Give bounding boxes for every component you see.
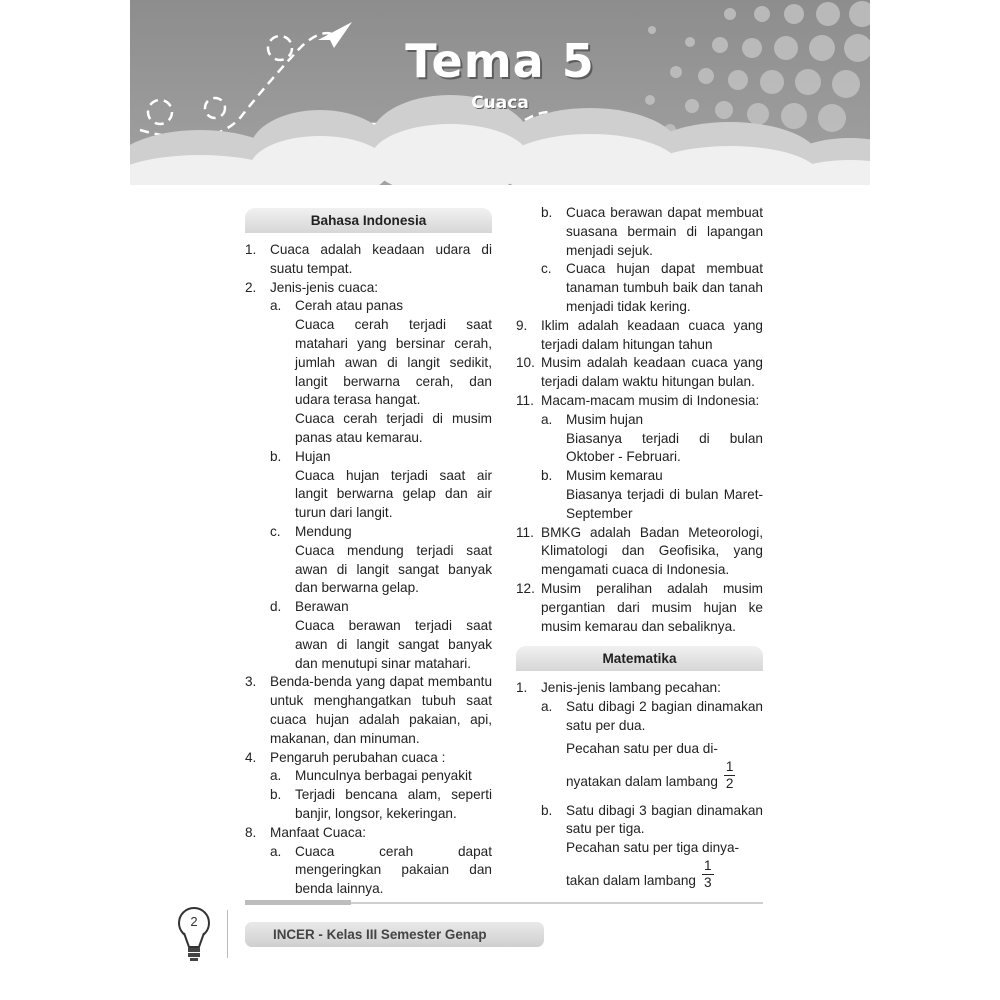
sub-item [245, 786, 492, 824]
section-header-bahasa-indonesia: Bahasa Indonesia [245, 208, 492, 233]
sub-title: Mendung [295, 523, 352, 539]
sub-letter: b. [270, 787, 282, 803]
chapter-banner [130, 0, 870, 185]
item-text: Cuaca adalah keadaan udara di suatu tempat. [270, 242, 492, 276]
item-number: 8. [245, 824, 257, 840]
sub-letter: a. [541, 411, 553, 427]
item-text: Manfaat Cuaca: [270, 824, 366, 840]
list-item [245, 673, 492, 748]
sub-letter: d. [270, 599, 282, 615]
chapter-title: Tema 5 [405, 34, 595, 88]
sub-letter: a. [541, 699, 553, 715]
item-number: 2. [245, 279, 257, 295]
item-number: 10. [516, 355, 535, 371]
item-number: 11. [516, 392, 534, 408]
list-item [516, 524, 763, 580]
sub-text: Cuaca berawan dapat membuat suasana bermain di lapangan menjadi sejuk. [566, 205, 763, 258]
sub-item [516, 698, 763, 736]
item-text: Iklim adalah keadaan cuaca yang terjadi dalam hitungan tahun [541, 317, 763, 352]
list-item [516, 392, 763, 411]
paragraph: takan dalam lambang [566, 873, 696, 889]
sub-title: Berawan [295, 599, 349, 615]
sub-item [516, 467, 763, 486]
fraction-denominator: 3 [703, 874, 712, 890]
sub-letter: b. [541, 468, 553, 484]
list-item [245, 279, 492, 298]
list-item [516, 679, 763, 698]
sub-letter: c. [541, 261, 552, 277]
sub-text: Satu dibagi 2 bagian dinamakan satu per dua. [566, 699, 763, 733]
sub-title: Musim kemarau [566, 468, 663, 484]
sub-item [516, 204, 763, 260]
list-item [245, 824, 492, 843]
fraction-denominator: 2 [725, 775, 734, 791]
list-item [516, 317, 763, 355]
item-number: 3. [245, 674, 257, 690]
sub-item [245, 767, 492, 786]
page-number: 2 [190, 914, 198, 929]
footer-divider-accent [245, 900, 351, 905]
paragraph: Biasanya terjadi di bulan Maret-September [566, 486, 763, 521]
sub-text: Terjadi bencana alam, seperti banjir, longsor, kekeringan. [295, 787, 492, 821]
item-number: 12. [516, 580, 535, 596]
left-column [245, 208, 492, 899]
item-text: Jenis-jenis cuaca: [270, 279, 379, 295]
item-number: 1. [516, 680, 528, 696]
sub-title: Cerah atau panas [295, 298, 404, 314]
fraction-half [724, 759, 736, 792]
paragraph: Cuaca hujan terjadi saat air langit berwarna gelap dan air turun dari langit. [295, 467, 492, 521]
paragraph: nyatakan dalam lambang [566, 773, 718, 789]
sub-title: Hujan [295, 448, 331, 464]
list-item [516, 580, 763, 636]
sub-title: Musim hujan [566, 411, 644, 427]
paragraph: Cuaca mendung terjadi saat awan di langit sangat banyak dan berwarna gelap. [295, 542, 492, 596]
item-text: Musim peralihan adalah musim pergantian dari musim hujan ke musim kemarau dan sebaliknya. [541, 580, 763, 634]
fraction-third [702, 858, 714, 891]
fraction-numerator: 1 [703, 857, 712, 873]
item-text: Macam-macam musim di Indonesia: [541, 392, 760, 408]
sub-letter: c. [270, 523, 281, 539]
sub-item [245, 523, 492, 542]
sub-text: Cuaca hujan dapat membuat tanaman tumbuh baik dan tanah menjadi tidak kering. [566, 261, 763, 314]
fraction-numerator: 1 [725, 758, 734, 774]
list-item [245, 241, 492, 279]
sub-letter: b. [541, 205, 553, 220]
book-title: INCER - Kelas III Semester Genap [245, 922, 544, 947]
footer-vertical-line [227, 910, 228, 958]
paragraph: Biasanya terjadi di bulan Oktober - Februari. [566, 430, 763, 465]
list-item [516, 354, 763, 392]
sub-letter: b. [541, 802, 553, 818]
paragraph: Pecahan satu per dua di- [566, 740, 718, 756]
sub-text: Cuaca cerah dapat mengeringkan pakaian dan benda lainnya. [295, 843, 492, 897]
chapter-subtitle: Cuaca [471, 93, 529, 113]
item-text: Pengaruh perubahan cuaca : [270, 749, 446, 765]
item-number: 1. [245, 242, 257, 257]
sub-letter: a. [270, 298, 282, 314]
item-text: BMKG adalah Badan Meteorologi, Klimatologi dan Geofisika, yang mengamati cuaca di Indonesia. [541, 524, 763, 578]
item-number: 11. [516, 524, 534, 540]
sub-item [516, 260, 763, 316]
item-text: Musim adalah keadaan cuaca yang terjadi dalam waktu hitungan bulan. [541, 355, 763, 390]
section-header-matematika: Matematika [516, 646, 763, 671]
item-text: Benda-benda yang dapat membantu untuk menghangatkan tubuh saat cuaca hujan adalah pakaian, api, makanan, dan minuman. [270, 674, 492, 746]
sub-item [245, 843, 492, 899]
item-text: Jenis-jenis lambang pecahan: [541, 680, 721, 696]
sub-item [516, 411, 763, 430]
sub-item [245, 448, 492, 467]
paragraph: Pecahan satu per tiga dinya- [566, 840, 740, 856]
fraction-line [516, 858, 763, 891]
item-number: 4. [245, 749, 257, 765]
sub-text: Satu dibagi 3 bagian dinamakan satu per tiga. [566, 802, 763, 837]
sub-item [245, 297, 492, 316]
paragraph: Cuaca berawan terjadi saat awan di langit sangat banyak dan menutupi sinar matahari. [295, 617, 492, 671]
fraction-line [516, 759, 763, 792]
right-column [516, 204, 763, 891]
sub-item [516, 802, 763, 840]
paragraph: Cuaca cerah terjadi di musim panas atau kemarau. [295, 411, 492, 445]
sub-item [245, 598, 492, 617]
paragraph: Cuaca cerah terjadi saat matahari yang bersinar cerah, jumlah awan di langit sedikit, langit berwarna cerah, dan udara terasa hangat. [295, 317, 492, 408]
item-number: 9. [516, 317, 528, 333]
sub-letter: a. [270, 843, 282, 859]
list-item [245, 749, 492, 768]
sub-letter: b. [270, 448, 282, 464]
sub-text: Munculnya berbagai penyakit [295, 768, 472, 784]
sub-letter: a. [270, 768, 282, 784]
